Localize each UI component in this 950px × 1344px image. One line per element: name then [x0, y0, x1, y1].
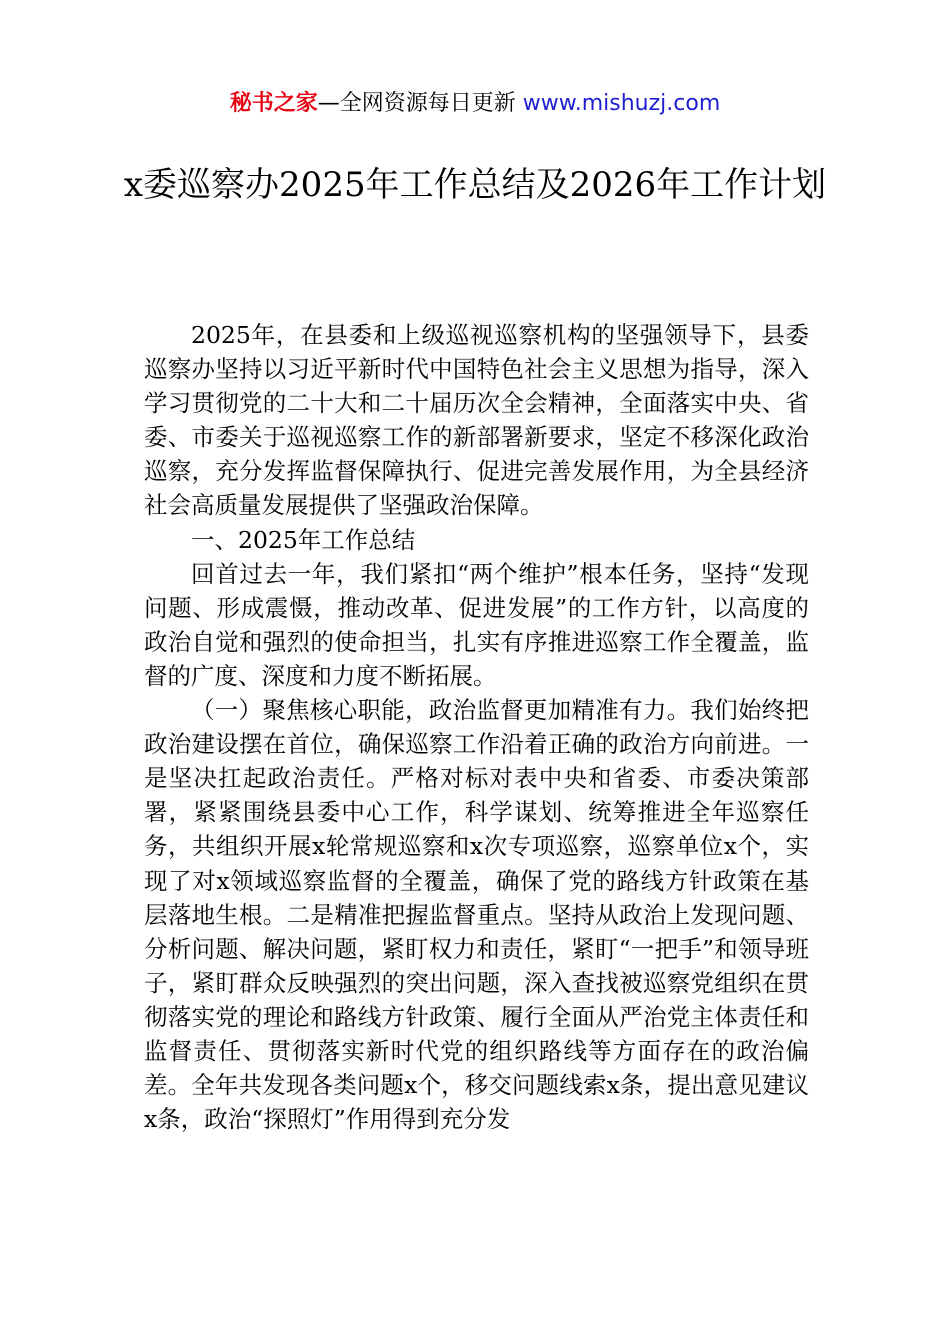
summary-paragraph: 回首过去一年，我们紧扣“两个维护”根本任务，坚持“发现问题、形成震慑，推动改革、促进发展”的工作方针，以高度的政治自觉和强烈的使命担当，扎实有序推进巡察工作全覆盖，监督的广度、深度和力度不断拓展。	[144, 559, 809, 690]
intro-paragraph: 2025年，在县委和上级巡视巡察机构的坚强领导下，县委巡察办坚持以习近平新时代中国特色社会主义思想为指导，深入学习贯彻党的二十大和二十届历次全会精神，全面落实中央、省委、市委关于巡视巡察工作的新部署新要求，坚定不移深化政治巡察，充分发挥监督保障执行、促进完善发展作用，为全县经济社会高质量发展提供了坚强政治保障。	[144, 321, 809, 520]
section-heading: 一、2025年工作总结	[191, 525, 416, 554]
document-body	[144, 318, 809, 1136]
site-url-link[interactable]: www.mishuzj.com	[522, 91, 721, 116]
document-title: x委巡察办2025年工作总结及2026年工作计划	[123, 165, 827, 205]
banner-tagline: —全网资源每日更新	[317, 91, 523, 116]
subsection-paragraph: （一）聚焦核心职能，政治监督更加精准有力。我们始终把政治建设摆在首位，确保巡察工作沿着正确的政治方向前进。一是坚决扛起政治责任。严格对标对表中央和省委、市委决策部署，紧紧围绕县委中心工作，科学谋划、统筹推进全年巡察任务，共组织开展x轮常规巡察和x次专项巡察，巡察单位x个，实现了对x领域巡察监督的全覆盖，确保了党的路线方针政策在基层落地生根。二是精准把握监督重点。坚持从政治上发现问题、分析问题、解决问题，紧盯权力和责任，紧盯“一把手”和领导班子，紧盯群众反映强烈的突出问题，深入查找被巡察党组织在贯彻落实党的理论和路线方针政策、履行全面从严治党主体责任和监督责任、贯彻落实新时代党的组织路线等方面存在的政治偏差。全年共发现各类问题x个，移交问题线索x条，提出意见建议x条，政治“探照灯”作用得到充分发	[144, 696, 809, 1134]
brand-name: 秘书之家	[229, 91, 318, 116]
site-banner	[0, 88, 950, 120]
